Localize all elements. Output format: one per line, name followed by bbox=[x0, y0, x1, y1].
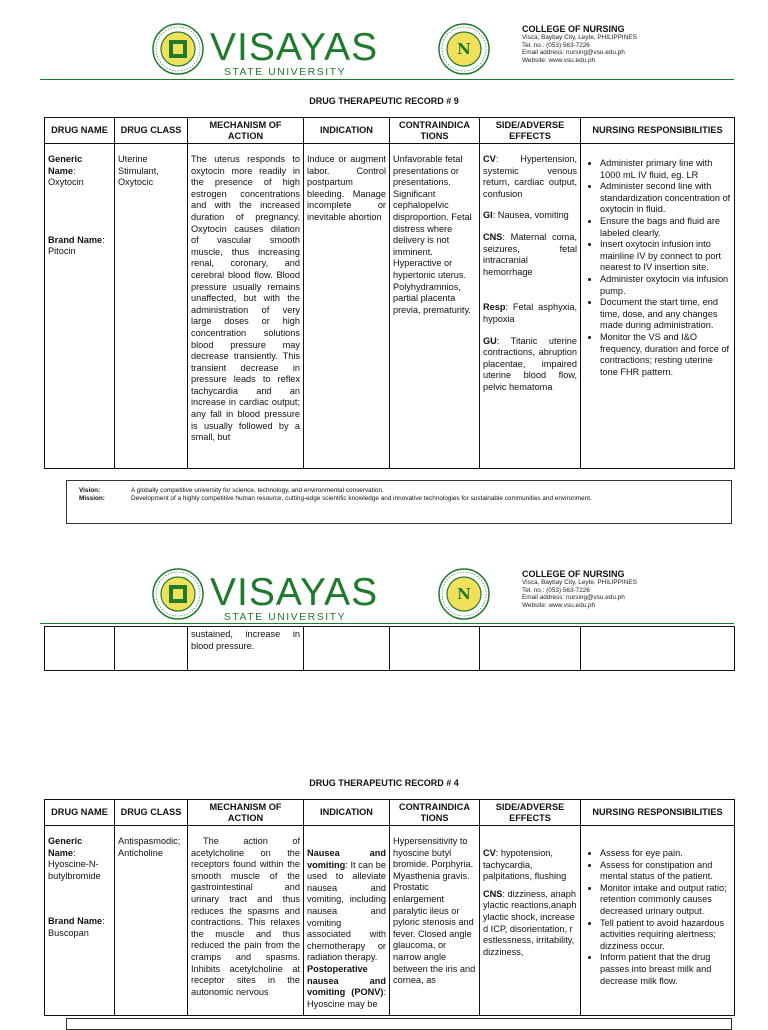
vsu-seal-icon bbox=[152, 23, 204, 75]
table-header-row bbox=[45, 118, 735, 144]
nursing-list bbox=[584, 848, 731, 987]
record-title: DRUG THERAPEUTIC RECORD # 9 bbox=[309, 96, 459, 106]
col-mechanism: MECHANISM OF ACTION bbox=[188, 118, 304, 144]
list-item: • Monitor intake and output ratio; retention commonly causes decreased urinary output. bbox=[600, 883, 731, 918]
list-item: • Document the start time, end time, dose, and any changes made during administration. bbox=[600, 297, 731, 332]
list-item: • Administer oxytocin via infusion pump. bbox=[600, 274, 731, 297]
col-drug-name: DRUG NAME bbox=[45, 118, 115, 144]
college-tel: Tel. no.: (053) 563-7226 bbox=[522, 41, 590, 49]
table-row bbox=[45, 627, 735, 671]
college-title: COLLEGE OF NURSING bbox=[522, 569, 625, 579]
brand-label: Brand Name bbox=[48, 234, 103, 245]
col-mechanism: MECHANISM OF ACTION bbox=[188, 800, 304, 826]
list-item: • Inform patient that the drug passes into breast milk and decrease milk flow. bbox=[600, 952, 731, 987]
col-nursing: NURSING RESPONSIBILITIES bbox=[581, 800, 735, 826]
college-website: Website: www.vsu.edu.ph bbox=[522, 56, 596, 64]
list-item: • Administer primary line with 1000 mL IV fluid, eg. LR bbox=[600, 158, 731, 181]
list-item: • Assess for constipation and mental status of the patient. bbox=[600, 860, 731, 883]
mechanism-text: The action of acetylcholine on the receptors found within the smooth muscle of the gastrointestinal and urinary tract and thus reduces the spasms and contractions. This relaxes the muscle and thus reduced the pain from the cramps and spasms. Inhibits acetylcholine at receptor sites in the autonomic nervous bbox=[191, 836, 300, 997]
mechanism-text: sustained, increase in blood pressure. bbox=[191, 629, 300, 651]
side-effects-cell bbox=[480, 144, 581, 469]
university-wordmark bbox=[210, 571, 379, 623]
mechanism-cell bbox=[188, 826, 304, 1016]
wordmark-visayas: VISAYAS bbox=[210, 571, 379, 614]
generic-label: Generic Name bbox=[48, 836, 83, 858]
letterhead bbox=[40, 20, 734, 82]
se-cns-text: : Maternal coma, seizures, fetal intracranial hemorrhage bbox=[483, 231, 577, 277]
generic-label: Generic Name bbox=[48, 154, 83, 176]
col-contraindications: CONTRAINDICA TIONS bbox=[390, 800, 480, 826]
list-item: • Administer second line with standardization concentration of oxytocin in fluid. bbox=[600, 181, 731, 216]
col-drug-class: DRUG CLASS bbox=[115, 800, 188, 826]
vision-text: A globally competitive university for science, technology, and environmental conservation. bbox=[131, 487, 384, 494]
contraindications-text: Unfavorable fetal presentations or presentations. Significant cephalopelvic disproportion. Fetal distress where delivery is not imminent. Hyperactive or hypertonic uterus. Polyhydramnios, partial placenta previa, prematurity. bbox=[393, 154, 472, 315]
se-cv-label: CV bbox=[483, 848, 496, 858]
ind-b-label: Postoperative nausea and vomiting (PONV) bbox=[307, 963, 386, 998]
col-side-effects: SIDE/ADVERSE EFFECTS bbox=[480, 118, 581, 144]
wordmark-visayas: VISAYAS bbox=[210, 26, 379, 69]
drug-record-table bbox=[44, 799, 735, 1016]
drug-class-cell bbox=[115, 144, 188, 469]
ind-b-text: : Hyoscine may be bbox=[307, 987, 386, 1009]
college-email: Email address: nursing@vsu.edu.ph bbox=[522, 594, 625, 602]
se-cns-text: : dizziness, anaphylactic reactions,anaphylactic shock, increased ICP, disorientation, restlessness, irritability, dizziness, bbox=[483, 888, 577, 957]
ind-a-text: : It can be used to alleviate nausea and vomiting, including nausea and vomiting associated with chemotherapy or radiation therapy. bbox=[307, 859, 386, 963]
vsu-seal-icon bbox=[152, 568, 204, 620]
table-header-row bbox=[45, 800, 735, 826]
brand-label: Brand Name bbox=[48, 916, 103, 927]
col-indication: INDICATION bbox=[304, 118, 390, 144]
nursing-seal-icon bbox=[438, 23, 490, 75]
list-item: • Ensure the bags and fluid are labeled clearly. bbox=[600, 216, 731, 239]
header-divider bbox=[40, 79, 734, 80]
svg-text:N: N bbox=[457, 40, 471, 58]
header-divider bbox=[40, 623, 734, 624]
table-row bbox=[45, 144, 735, 469]
col-side-effects: SIDE/ADVERSE EFFECTS bbox=[480, 800, 581, 826]
vision-mission-box-edge bbox=[66, 1018, 732, 1030]
side-effects-cell bbox=[480, 826, 581, 1016]
generic-value: Hyoscine-N-butylbromide bbox=[48, 859, 101, 881]
list-item: • Insert oxytocin infusion into mainline IV by connect to port nearest to IV insertion site. bbox=[600, 239, 731, 274]
vision-label: Vision: bbox=[79, 487, 101, 494]
brand-value: Buscopan bbox=[48, 927, 89, 938]
empty-cell bbox=[45, 627, 115, 671]
se-resp-label: Resp bbox=[483, 302, 506, 313]
col-contraindications: CONTRAINDICA TIONS bbox=[390, 118, 480, 144]
list-item: • Tell patient to avoid hazardous activities requiring alertness; dizziness occur. bbox=[600, 918, 731, 953]
letterhead bbox=[40, 565, 734, 627]
record-title: DRUG THERAPEUTIC RECORD # 4 bbox=[309, 778, 459, 788]
drug-record-table bbox=[44, 117, 735, 469]
mechanism-cell bbox=[188, 627, 304, 671]
contraindications-text: Hypersensitivity to hyoscine butyl bromide. Porphyria. Myasthenia gravis. Prostatic enlargement paralytic ileus or pyloric stenosis and fever. Closed angle glaucoma, or narrow angle between the iris and cornea, as bbox=[393, 836, 476, 986]
empty-cell bbox=[390, 627, 480, 671]
empty-cell bbox=[115, 627, 188, 671]
list-item: • Assess for eye pain. bbox=[600, 848, 731, 860]
col-drug-name: DRUG NAME bbox=[45, 800, 115, 826]
college-address: Visca, Baybay City, Leyte, PHILIPPINES bbox=[522, 34, 637, 41]
drug-class-text: Uterine Stimulant, Oxytocic bbox=[118, 154, 159, 188]
generic-value: Oxytocin bbox=[48, 177, 84, 188]
col-drug-class: DRUG CLASS bbox=[115, 118, 188, 144]
se-cns-label: CNS bbox=[483, 231, 503, 242]
drug-class-cell bbox=[115, 826, 188, 1016]
nursing-cell bbox=[581, 144, 735, 469]
mechanism-text: The uterus responds to oxytocin more readily in the presence of high estrogen concentrations and with the increased duration of pregnancy. Oxytocin causes dilation of vascular smooth muscle, thus increasing renal, coronary, and cerebral blood flow. Blood pressure usually remains unaffected, but with the administration of very large doses or high concentration solutions blood pressure may decrease transiently. This transient decrease in pressure leads to reflex tachycardia and an increase in cardiac output; any fall in blood pressure is usually followed by a small, but bbox=[191, 154, 300, 443]
college-contact bbox=[522, 569, 722, 609]
contraindications-cell bbox=[390, 826, 480, 1016]
col-nursing: NURSING RESPONSIBILITIES bbox=[581, 118, 735, 144]
college-title: COLLEGE OF NURSING bbox=[522, 24, 625, 34]
nursing-cell bbox=[581, 826, 735, 1016]
empty-cell bbox=[581, 627, 735, 671]
university-wordmark bbox=[210, 26, 379, 78]
brand-value: Pitocin bbox=[48, 246, 76, 257]
wordmark-subtitle: STATE UNIVERSITY bbox=[223, 66, 347, 78]
mission-text: Development of a highly competitive human resource, cutting-edge scientific knowledge and innovative technologies for sustainable communities and environment. bbox=[131, 495, 592, 502]
college-tel: Tel. no.: (053) 563-7226 bbox=[522, 586, 590, 594]
mission-label: Mission: bbox=[79, 495, 105, 502]
indication-cell bbox=[304, 144, 390, 469]
college-website: Website: www.vsu.edu.ph bbox=[522, 601, 596, 609]
se-cv-text: : Hypertension, systemic venous return, cardiac output, confusion bbox=[483, 154, 577, 199]
se-gu-label: GU bbox=[483, 335, 497, 346]
empty-cell bbox=[480, 627, 581, 671]
nursing-list bbox=[584, 158, 731, 378]
drug-name-cell: Generic Name: Oxytocin Brand Name: Pitocin bbox=[45, 144, 115, 469]
contraindications-cell bbox=[390, 144, 480, 469]
mechanism-cell bbox=[188, 144, 304, 469]
vision-mission-box bbox=[66, 480, 732, 524]
se-cv-label: CV bbox=[483, 154, 496, 164]
college-address: Visca, Baybay City, Leyte, PHILIPPINES bbox=[522, 579, 637, 586]
ind-a-label: Nausea and vomiting bbox=[307, 848, 386, 870]
table-row bbox=[45, 826, 735, 1016]
svg-text:N: N bbox=[457, 585, 471, 603]
drug-record-continuation-table bbox=[44, 626, 735, 671]
se-cv-text: : hypotension, tachycardia, palpitations, flushing bbox=[483, 848, 567, 882]
drug-name-cell: Generic Name: Hyoscine-N-butylbromide Brand Name: Buscopan bbox=[45, 826, 115, 1016]
college-email: Email address: nursing@vsu.edu.ph bbox=[522, 49, 625, 57]
col-indication: INDICATION bbox=[304, 800, 390, 826]
indication-text: Induce or augment labor. Control postpartum bleeding. Manage incomplete or inevitable abortion bbox=[307, 154, 386, 222]
se-gu-text: : Titanic uterine contractions, abruption placentae, impaired uterine blood flow, pelvic hematoma bbox=[483, 335, 577, 392]
se-resp-text: : Fetal asphyxia, hypoxia bbox=[483, 302, 577, 324]
drug-class-text: Antispasmodic; Anticholine bbox=[118, 836, 181, 858]
wordmark-subtitle: STATE UNIVERSITY bbox=[223, 611, 347, 623]
list-item: • Monitor the VS and I&O frequency, duration and force of contractions; resting uterine tone FHR pattern. bbox=[600, 332, 731, 378]
se-cns-label: CNS bbox=[483, 888, 503, 899]
empty-cell bbox=[304, 627, 390, 671]
college-contact bbox=[522, 24, 722, 64]
se-gi-text: : Nausea, vomiting bbox=[492, 210, 569, 221]
indication-cell bbox=[304, 826, 390, 1016]
se-gi-label: GI bbox=[483, 210, 493, 221]
nursing-seal-icon bbox=[438, 568, 490, 620]
